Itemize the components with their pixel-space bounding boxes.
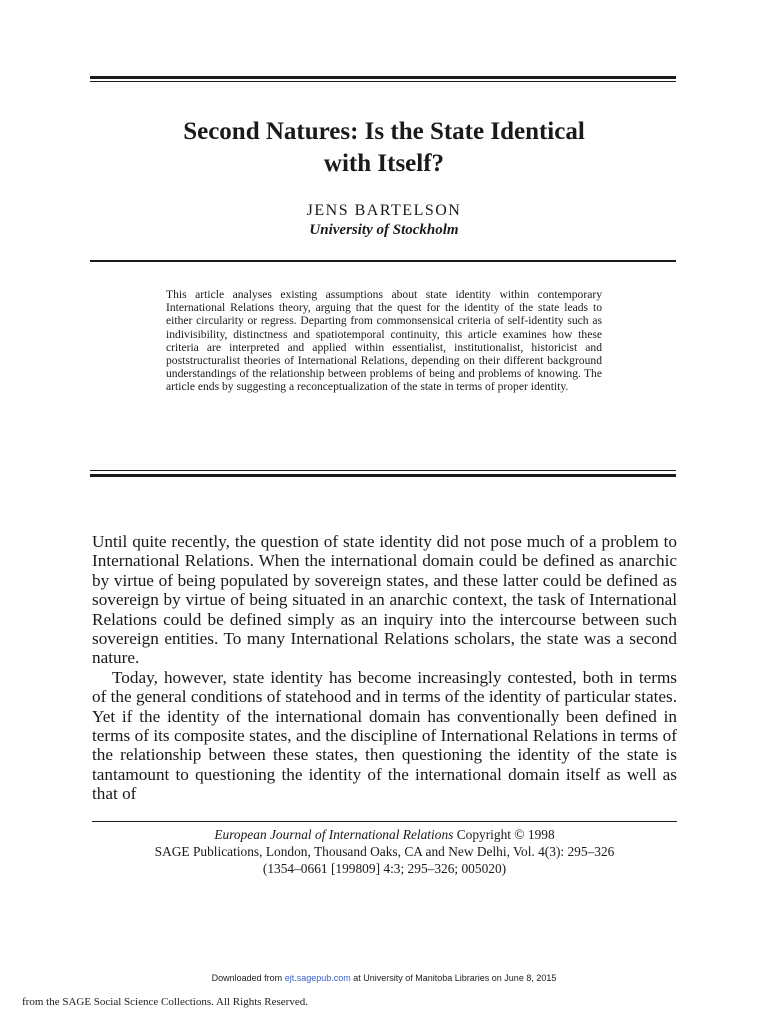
author-affiliation: University of Stockholm — [309, 222, 459, 238]
author-name: JENS BARTELSON — [306, 202, 462, 219]
journal-copyright: Copyright © 1998 — [453, 827, 555, 842]
footer-publisher-line: SAGE Publications, London, Thousand Oaks, CA and New Delhi, Vol. 4(3): 295–326 — [154, 844, 615, 859]
download-link[interactable]: ejt.sagepub.com — [284, 973, 351, 983]
article-body — [92, 532, 677, 804]
download-suffix: at University of Manitoba Libraries on June 8, 2015 — [350, 973, 557, 983]
body-paragraph-2: Today, however, state identity has become increasingly contested, both in terms of the general conditions of statehood and in terms of the identity of particular states. Yet if the identity of the international domain has conventionally been defined in terms of its composite states, and the discipline of International Relations in terms of the relationship between these states, then questioning the identity of the state is tantamount to questioning the identity of the international domain itself as well as that of — [92, 667, 677, 804]
download-prefix: Downloaded from — [211, 973, 285, 983]
journal-name: European Journal of International Relations — [214, 827, 454, 842]
abstract: This article analyses existing assumptions about state identity within contemporary International Relations theory, arguing that the quest for the identity of the state leads to either circularity or regress. Departing from commonsensical criteria of self-identity such as indivisibility, distinctness and spatiotemporal continuity, this article examines how these criteria are interpreted and applied within essentialist, institutionalist, historicist and poststructuralist theories of International Relations, depending on their different background understandings of the relationship between problems of being and problems of knowing. The article ends by suggesting a reconceptualization of the state in terms of proper identity. — [166, 288, 602, 394]
body-paragraph-1: Until quite recently, the question of state identity did not pose much of a problem to International Relations. When the international domain could be defined as anarchic by virtue of being populated by sovereign states, and these latter could be defined as sovereign by virtue of being situated in an anarchic context, the task of International Relations could be defined simply as an inquiry into the intercourse between such sovereign entities. To many International Relations scholars, the state was a second nature. — [92, 532, 677, 668]
rights-notice: from the SAGE Social Science Collections. All Rights Reserved. — [22, 996, 308, 1008]
download-notice — [0, 973, 768, 983]
abstract-top-rule — [90, 260, 676, 262]
abstract-bottom-rule-thin — [90, 470, 676, 471]
title-line-2: with Itself? — [323, 150, 445, 177]
abstract-bottom-rule-thick — [90, 474, 676, 477]
footer-rule — [92, 821, 677, 822]
publication-footer — [92, 826, 677, 877]
article-title — [92, 116, 676, 180]
title-line-1: Second Natures: Is the State Identical — [183, 118, 585, 145]
top-rule-thick — [90, 76, 676, 79]
top-rule-thin — [90, 81, 676, 82]
footer-journal-line — [92, 826, 677, 843]
footer-id-line: (1354–0661 [199809] 4:3; 295–326; 005020) — [262, 861, 507, 876]
